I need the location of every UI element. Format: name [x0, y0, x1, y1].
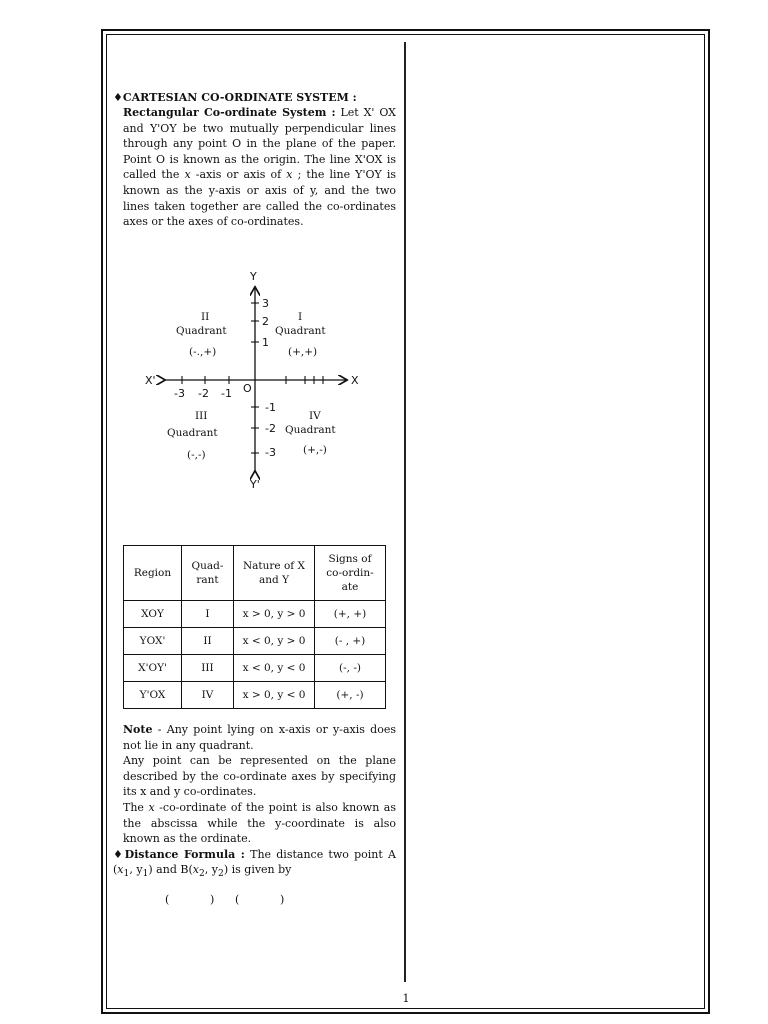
quadrant-II-sign: (-.,+) — [189, 346, 217, 358]
quadrant-I-numeral: I — [298, 311, 303, 323]
table-cell: (+, +) — [315, 601, 386, 628]
quadrant-sign-table — [123, 545, 386, 709]
table-header-row — [124, 546, 386, 601]
quadrant-III-numeral: III — [195, 410, 208, 422]
cartesian-section — [113, 90, 396, 230]
table-cell: Y'OX — [124, 682, 182, 709]
table-cell: YOX' — [124, 628, 182, 655]
diamond-bullet-icon: ♦ — [113, 91, 123, 104]
axis-label-y: Y — [250, 270, 257, 283]
diamond-bullet-icon: ♦ — [113, 847, 125, 861]
quadrant-I-word: Quadrant — [275, 325, 326, 337]
paren-open-2: ( — [235, 893, 240, 906]
table-header: Signs of co-ordin- ate — [315, 546, 386, 601]
table-header: Nature of X and Y — [234, 546, 315, 601]
column-divider — [404, 42, 406, 982]
paren-close-2: ) — [280, 893, 285, 906]
tick-label-x-neg1: -1 — [221, 387, 232, 400]
table-row — [124, 601, 386, 628]
table-cell: (-, -) — [315, 655, 386, 682]
quadrant-IV-numeral: IV — [309, 410, 321, 422]
section-heading: ♦CARTESIAN CO-ORDINATE SYSTEM : — [113, 91, 357, 104]
note-label: Note — [123, 723, 153, 736]
tick-label-x-neg3: -3 — [174, 387, 185, 400]
table-cell: I — [182, 601, 234, 628]
distance-formula-paragraph: ♦Distance Formula : The distance two point A ($x_1$, $y_1$) and $B(x_2$, $y_2$) is given by — [113, 847, 396, 880]
table-header: Quad- rant — [182, 546, 234, 601]
tick-label-y-1: 1 — [262, 336, 269, 349]
notes-section — [113, 722, 396, 882]
table-cell: x < 0, y < 0 — [234, 655, 315, 682]
rectangular-system-paragraph: Rectangular Co-ordinate System : Let X' OX and Y'OY be two mutually perpendicular lines through any point O in the plane of the paper. Point O is known as the origin. The line X'OX is called the x -axis or axis of x ; the line Y'OY is known as the y-axis or axis of y, and the two lines taken together are called the co-ordinates axes or the axes of co-ordinates. — [123, 106, 396, 229]
quadrant-II-numeral: II — [201, 311, 210, 323]
quadrant-I-sign: (+,+) — [288, 346, 318, 358]
distance-title: Distance Formula : — [124, 847, 245, 861]
quadrant-III-sign: (-,-) — [187, 449, 206, 461]
quadrant-IV-word: Quadrant — [285, 424, 336, 436]
tick-label-y-neg2: -2 — [265, 422, 276, 435]
table-cell: IV — [182, 682, 234, 709]
paren-close-1: ) — [210, 893, 215, 906]
page-number: 1 — [402, 992, 410, 1005]
table-row — [124, 628, 386, 655]
quadrant-IV-sign: (+,-) — [303, 444, 327, 456]
axis-label-x-neg: X' — [145, 374, 156, 387]
tick-label-y-neg3: -3 — [265, 446, 276, 459]
tick-label-y-2: 2 — [262, 315, 269, 328]
table-cell: III — [182, 655, 234, 682]
paren-open-1: ( — [165, 893, 170, 906]
origin-label: O — [243, 382, 252, 395]
axis-label-y-neg: Y' — [250, 478, 260, 491]
tick-label-y-3: 3 — [262, 297, 269, 310]
coordinate-graph — [140, 266, 370, 496]
quadrant-II-word: Quadrant — [176, 325, 227, 337]
table-cell: XOY — [124, 601, 182, 628]
representation-paragraph: Any point can be represented on the plane described by the co-ordinate axes by specifying its x and y co-ordinates. — [123, 754, 396, 799]
tick-label-y-neg1: -1 — [265, 401, 276, 414]
table-header: Region — [124, 546, 182, 601]
axis-label-x: X — [351, 374, 359, 387]
table-row — [124, 655, 386, 682]
table-cell: (+, -) — [315, 682, 386, 709]
table-cell: X'OY' — [124, 655, 182, 682]
table-cell: (- , +) — [315, 628, 386, 655]
table-cell: II — [182, 628, 234, 655]
note-paragraph: Note - Any point lying on x-axis or y-axis does not lie in any quadrant. — [123, 723, 396, 752]
rect-title: Rectangular Co-ordinate System : — [123, 106, 336, 119]
table-cell: x > 0, y < 0 — [234, 682, 315, 709]
table-cell: x < 0, y > 0 — [234, 628, 315, 655]
coordinate-graph-svg — [140, 266, 370, 496]
tick-label-x-neg2: -2 — [198, 387, 209, 400]
table-row — [124, 682, 386, 709]
abscissa-paragraph: The x -co-ordinate of the point is also known as the abscissa while the y-coordinate is also known as the ordinate. — [123, 800, 396, 846]
table-cell: x > 0, y > 0 — [234, 601, 315, 628]
quadrant-III-word: Quadrant — [167, 427, 218, 439]
